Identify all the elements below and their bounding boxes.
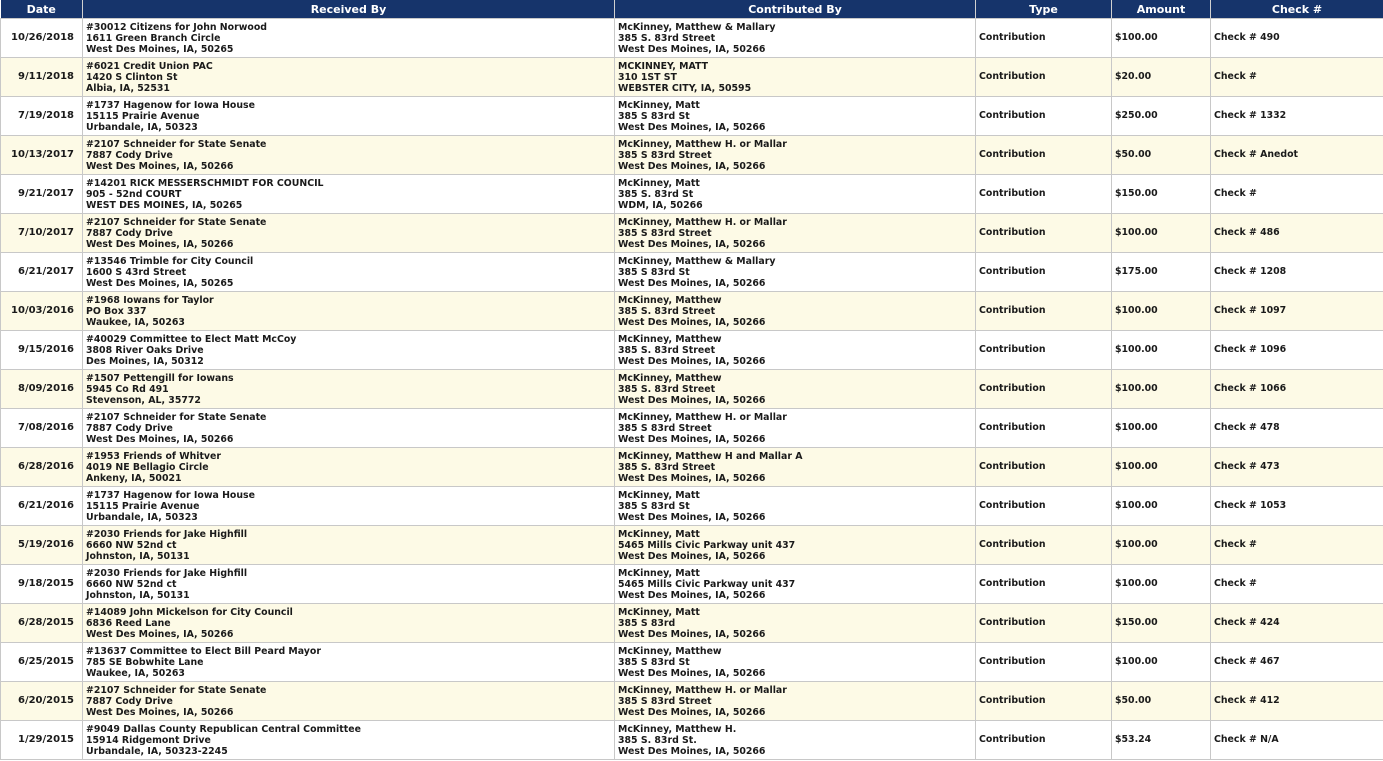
cell-received-by-line: 6660 NW 52nd ct [86, 578, 177, 590]
cell-received-by-line: 6660 NW 52nd ct [86, 539, 177, 551]
header-type[interactable]: Type [976, 0, 1112, 19]
cell-contributed-by [615, 58, 976, 97]
cell-contributed-by-line: West Des Moines, IA, 50266 [618, 590, 766, 602]
cell-contributed-by-line: West Des Moines, IA, 50266 [618, 473, 766, 485]
cell-type: Contribution [976, 565, 1112, 604]
cell-received-by-line: Albia, IA, 52531 [86, 83, 170, 95]
cell-contributed-by-line: 385 S 83rd St [618, 500, 690, 512]
cell-check: Check # 467 [1211, 643, 1383, 682]
cell-contributed-by-line: McKinney, Matthew H and Mallar A [618, 450, 803, 462]
cell-contributed-by-line: 5465 Mills Civic Parkway unit 437 [618, 578, 796, 590]
cell-contributed-by-line: West Des Moines, IA, 50266 [618, 395, 766, 407]
cell-received-by [83, 292, 615, 331]
cell-date: 6/20/2015 [1, 682, 83, 721]
cell-contributed-by [615, 214, 976, 253]
cell-check: Check # 412 [1211, 682, 1383, 721]
cell-type: Contribution [976, 643, 1112, 682]
cell-received-by-line: 7887 Cody Drive [86, 695, 173, 707]
cell-amount: $20.00 [1112, 58, 1211, 97]
cell-contributed-by-line: 385 S 83rd Street [618, 149, 712, 161]
cell-received-by-line: Urbandale, IA, 50323 [86, 122, 198, 134]
header-date[interactable]: Date [1, 0, 83, 19]
cell-received-by-line: #2107 Schneider for State Senate [86, 411, 267, 423]
table-row [1, 136, 1383, 175]
cell-received-by-line: Johnston, IA, 50131 [86, 590, 190, 602]
cell-received-by-line: Urbandale, IA, 50323 [86, 512, 198, 524]
cell-date: 9/15/2016 [1, 331, 83, 370]
cell-contributed-by-line: McKinney, Matt [618, 567, 700, 579]
cell-date: 7/10/2017 [1, 214, 83, 253]
header-received-by[interactable]: Received By [83, 0, 615, 19]
cell-date: 10/13/2017 [1, 136, 83, 175]
cell-contributed-by [615, 604, 976, 643]
cell-date: 8/09/2016 [1, 370, 83, 409]
cell-received-by-line: 5945 Co Rd 491 [86, 383, 169, 395]
cell-type: Contribution [976, 331, 1112, 370]
cell-received-by-line: Des Moines, IA, 50312 [86, 356, 204, 368]
cell-received-by-line: PO Box 337 [86, 305, 147, 317]
cell-received-by-line: 4019 NE Bellagio Circle [86, 461, 209, 473]
cell-date: 5/19/2016 [1, 526, 83, 565]
cell-check: Check # [1211, 526, 1383, 565]
cell-received-by [83, 526, 615, 565]
cell-received-by-line: 1420 S Clinton St [86, 71, 178, 83]
cell-received-by [83, 175, 615, 214]
cell-received-by [83, 487, 615, 526]
cell-contributed-by [615, 565, 976, 604]
cell-contributed-by-line: McKinney, Matthew [618, 333, 722, 345]
cell-type: Contribution [976, 19, 1112, 58]
cell-received-by [83, 448, 615, 487]
cell-contributed-by-line: 385 S 83rd St [618, 110, 690, 122]
cell-type: Contribution [976, 136, 1112, 175]
cell-received-by-line: #9049 Dallas County Republican Central Committee [86, 723, 361, 735]
cell-contributed-by-line: West Des Moines, IA, 50266 [618, 434, 766, 446]
cell-contributed-by [615, 253, 976, 292]
cell-check: Check # 1208 [1211, 253, 1383, 292]
cell-contributed-by-line: McKinney, Matthew [618, 645, 722, 657]
cell-date: 6/21/2016 [1, 487, 83, 526]
cell-check: Check # Anedot [1211, 136, 1383, 175]
cell-contributed-by-line: McKinney, Matt [618, 606, 700, 618]
cell-amount: $50.00 [1112, 136, 1211, 175]
header-amount[interactable]: Amount [1112, 0, 1211, 19]
cell-type: Contribution [976, 97, 1112, 136]
cell-check: Check # 1097 [1211, 292, 1383, 331]
cell-contributed-by [615, 487, 976, 526]
cell-received-by [83, 331, 615, 370]
header-row [1, 0, 1383, 19]
table-row [1, 487, 1383, 526]
cell-check: Check # 424 [1211, 604, 1383, 643]
cell-type: Contribution [976, 487, 1112, 526]
table-row [1, 565, 1383, 604]
cell-contributed-by [615, 370, 976, 409]
cell-type: Contribution [976, 682, 1112, 721]
cell-received-by-line: #6021 Credit Union PAC [86, 60, 213, 72]
cell-date: 7/19/2018 [1, 97, 83, 136]
cell-received-by-line: #1968 Iowans for Taylor [86, 294, 214, 306]
cell-contributed-by-line: West Des Moines, IA, 50266 [618, 239, 766, 251]
cell-contributed-by-line: West Des Moines, IA, 50266 [618, 746, 766, 758]
cell-received-by-line: Ankeny, IA, 50021 [86, 473, 182, 485]
cell-received-by [83, 643, 615, 682]
cell-received-by [83, 19, 615, 58]
cell-received-by [83, 721, 615, 760]
cell-check: Check # 478 [1211, 409, 1383, 448]
cell-contributed-by [615, 643, 976, 682]
cell-contributed-by-line: West Des Moines, IA, 50266 [618, 551, 766, 563]
cell-received-by-line: #2107 Schneider for State Senate [86, 684, 267, 696]
table-row [1, 97, 1383, 136]
cell-received-by-line: West Des Moines, IA, 50266 [86, 434, 234, 446]
cell-received-by-line: West Des Moines, IA, 50266 [86, 707, 234, 719]
table-row [1, 214, 1383, 253]
cell-contributed-by-line: West Des Moines, IA, 50266 [618, 44, 766, 56]
cell-received-by-line: 7887 Cody Drive [86, 227, 173, 239]
header-contributed-by[interactable]: Contributed By [615, 0, 976, 19]
table-row [1, 604, 1383, 643]
cell-type: Contribution [976, 58, 1112, 97]
cell-contributed-by-line: McKinney, Matthew & Mallary [618, 255, 776, 267]
cell-contributed-by-line: WEBSTER CITY, IA, 50595 [618, 83, 752, 95]
cell-received-by-line: Stevenson, AL, 35772 [86, 395, 201, 407]
cell-check: Check # N/A [1211, 721, 1383, 760]
cell-received-by [83, 604, 615, 643]
cell-received-by-line: 1600 S 43rd Street [86, 266, 187, 278]
cell-date: 6/21/2017 [1, 253, 83, 292]
cell-contributed-by [615, 448, 976, 487]
cell-contributed-by [615, 175, 976, 214]
cell-received-by-line: West Des Moines, IA, 50266 [86, 161, 234, 173]
cell-received-by-line: 15115 Prairie Avenue [86, 500, 200, 512]
cell-contributed-by [615, 136, 976, 175]
cell-contributed-by-line: 385 S. 83rd Street [618, 305, 716, 317]
cell-contributed-by-line: 385 S. 83rd Street [618, 383, 716, 395]
table-row [1, 292, 1383, 331]
cell-amount: $100.00 [1112, 370, 1211, 409]
cell-date: 6/25/2015 [1, 643, 83, 682]
cell-date: 10/26/2018 [1, 19, 83, 58]
cell-contributed-by-line: 385 S 83rd St [618, 266, 690, 278]
table-row [1, 58, 1383, 97]
cell-received-by-line: Waukee, IA, 50263 [86, 317, 185, 329]
cell-received-by-line: #1507 Pettengill for Iowans [86, 372, 234, 384]
cell-contributed-by-line: McKinney, Matthew H. or Mallar [618, 138, 787, 150]
cell-check: Check # [1211, 565, 1383, 604]
cell-received-by-line: #1737 Hagenow for Iowa House [86, 489, 255, 501]
cell-amount: $100.00 [1112, 448, 1211, 487]
table-body [1, 19, 1383, 760]
cell-date: 9/11/2018 [1, 58, 83, 97]
cell-contributed-by-line: WDM, IA, 50266 [618, 200, 703, 212]
cell-amount: $100.00 [1112, 526, 1211, 565]
cell-contributed-by-line: West Des Moines, IA, 50266 [618, 317, 766, 329]
cell-check: Check # 473 [1211, 448, 1383, 487]
cell-received-by [83, 136, 615, 175]
cell-check: Check # 1332 [1211, 97, 1383, 136]
cell-contributed-by-line: McKinney, Matthew H. or Mallar [618, 216, 787, 228]
cell-contributed-by-line: 5465 Mills Civic Parkway unit 437 [618, 539, 796, 551]
cell-type: Contribution [976, 214, 1112, 253]
cell-check: Check # 1053 [1211, 487, 1383, 526]
cell-contributed-by [615, 292, 976, 331]
cell-date: 9/21/2017 [1, 175, 83, 214]
cell-received-by-line: West Des Moines, IA, 50266 [86, 239, 234, 251]
cell-received-by-line: #13637 Committee to Elect Bill Peard Mayor [86, 645, 321, 657]
cell-received-by-line: Johnston, IA, 50131 [86, 551, 190, 563]
cell-received-by-line: #40029 Committee to Elect Matt McCoy [86, 333, 297, 345]
cell-received-by [83, 565, 615, 604]
cell-date: 10/03/2016 [1, 292, 83, 331]
cell-received-by-line: #14089 John Mickelson for City Council [86, 606, 293, 618]
cell-received-by-line: West Des Moines, IA, 50265 [86, 278, 234, 290]
cell-contributed-by-line: West Des Moines, IA, 50266 [618, 707, 766, 719]
cell-received-by-line: #2030 Friends for Jake Highfill [86, 528, 248, 540]
cell-received-by-line: #1737 Hagenow for Iowa House [86, 99, 255, 111]
table-row [1, 682, 1383, 721]
cell-amount: $100.00 [1112, 643, 1211, 682]
cell-amount: $175.00 [1112, 253, 1211, 292]
cell-received-by-line: West Des Moines, IA, 50265 [86, 44, 234, 56]
cell-amount: $100.00 [1112, 409, 1211, 448]
cell-received-by-line: 7887 Cody Drive [86, 149, 173, 161]
cell-contributed-by [615, 331, 976, 370]
cell-received-by-line: WEST DES MOINES, IA, 50265 [86, 200, 243, 212]
cell-contributed-by-line: McKinney, Matthew & Mallary [618, 21, 776, 33]
cell-contributed-by-line: McKinney, Matthew H. [618, 723, 737, 735]
cell-contributed-by-line: 310 1ST ST [618, 71, 677, 83]
cell-type: Contribution [976, 253, 1112, 292]
cell-received-by [83, 409, 615, 448]
cell-received-by [83, 370, 615, 409]
cell-contributed-by-line: 385 S 83rd Street [618, 227, 712, 239]
cell-contributed-by [615, 721, 976, 760]
cell-received-by-line: West Des Moines, IA, 50266 [86, 629, 234, 641]
cell-amount: $100.00 [1112, 214, 1211, 253]
cell-type: Contribution [976, 721, 1112, 760]
cell-contributed-by-line: West Des Moines, IA, 50266 [618, 668, 766, 680]
cell-received-by [83, 253, 615, 292]
cell-received-by-line: 7887 Cody Drive [86, 422, 173, 434]
cell-received-by-line: 15914 Ridgemont Drive [86, 734, 211, 746]
cell-contributed-by-line: West Des Moines, IA, 50266 [618, 122, 766, 134]
cell-contributed-by-line: 385 S 83rd [618, 617, 676, 629]
cell-type: Contribution [976, 175, 1112, 214]
table-row [1, 409, 1383, 448]
cell-amount: $100.00 [1112, 565, 1211, 604]
cell-type: Contribution [976, 292, 1112, 331]
cell-check: Check # [1211, 175, 1383, 214]
cell-received-by-line: #1953 Friends of Whitver [86, 450, 222, 462]
cell-contributed-by-line: 385 S. 83rd Street [618, 461, 716, 473]
cell-received-by-line: 3808 River Oaks Drive [86, 344, 204, 356]
cell-contributed-by-line: 385 S. 83rd St. [618, 734, 697, 746]
cell-received-by-line: 905 - 52nd COURT [86, 188, 182, 200]
cell-check: Check # 486 [1211, 214, 1383, 253]
cell-amount: $50.00 [1112, 682, 1211, 721]
cell-contributed-by-line: 385 S. 83rd Street [618, 344, 716, 356]
cell-check: Check # [1211, 58, 1383, 97]
cell-check: Check # 490 [1211, 19, 1383, 58]
table-row [1, 175, 1383, 214]
cell-amount: $100.00 [1112, 19, 1211, 58]
cell-date: 1/29/2015 [1, 721, 83, 760]
cell-received-by [83, 97, 615, 136]
cell-contributed-by-line: West Des Moines, IA, 50266 [618, 356, 766, 368]
cell-contributed-by-line: 385 S 83rd Street [618, 422, 712, 434]
table-row [1, 370, 1383, 409]
cell-contributed-by [615, 682, 976, 721]
cell-amount: $100.00 [1112, 292, 1211, 331]
cell-received-by-line: 6836 Reed Lane [86, 617, 171, 629]
table-row [1, 19, 1383, 58]
cell-type: Contribution [976, 526, 1112, 565]
cell-contributed-by-line: McKinney, Matt [618, 99, 700, 111]
cell-date: 6/28/2016 [1, 448, 83, 487]
cell-contributed-by-line: West Des Moines, IA, 50266 [618, 278, 766, 290]
cell-contributed-by-line: McKinney, Matthew [618, 294, 722, 306]
cell-contributed-by-line: McKinney, Matt [618, 489, 700, 501]
cell-contributed-by-line: West Des Moines, IA, 50266 [618, 629, 766, 641]
table-row [1, 526, 1383, 565]
table-row [1, 721, 1383, 760]
cell-received-by-line: #2107 Schneider for State Senate [86, 138, 267, 150]
cell-date: 6/28/2015 [1, 604, 83, 643]
cell-contributed-by-line: West Des Moines, IA, 50266 [618, 512, 766, 524]
table-row [1, 643, 1383, 682]
cell-received-by-line: 15115 Prairie Avenue [86, 110, 200, 122]
cell-received-by-line: #2107 Schneider for State Senate [86, 216, 267, 228]
cell-contributed-by-line: 385 S 83rd Street [618, 695, 712, 707]
cell-date: 7/08/2016 [1, 409, 83, 448]
cell-received-by-line: #13546 Trimble for City Council [86, 255, 254, 267]
cell-received-by-line: Waukee, IA, 50263 [86, 668, 185, 680]
cell-contributed-by-line: McKinney, Matthew H. or Mallar [618, 411, 787, 423]
cell-type: Contribution [976, 370, 1112, 409]
cell-check: Check # 1096 [1211, 331, 1383, 370]
cell-contributed-by-line: 385 S. 83rd St [618, 188, 694, 200]
header-check[interactable]: Check # [1211, 0, 1383, 19]
cell-received-by-line: Urbandale, IA, 50323-2245 [86, 746, 228, 758]
table-row [1, 253, 1383, 292]
cell-contributed-by-line: MCKINNEY, MATT [618, 60, 708, 72]
cell-amount: $150.00 [1112, 604, 1211, 643]
cell-contributed-by-line: West Des Moines, IA, 50266 [618, 161, 766, 173]
table-row [1, 448, 1383, 487]
cell-amount: $53.24 [1112, 721, 1211, 760]
cell-received-by [83, 214, 615, 253]
cell-amount: $150.00 [1112, 175, 1211, 214]
cell-contributed-by-line: 385 S 83rd St [618, 656, 690, 668]
cell-contributed-by [615, 526, 976, 565]
cell-date: 9/18/2015 [1, 565, 83, 604]
cell-contributed-by-line: McKinney, Matthew H. or Mallar [618, 684, 787, 696]
cell-check: Check # 1066 [1211, 370, 1383, 409]
cell-contributed-by-line: McKinney, Matt [618, 528, 700, 540]
table-row [1, 331, 1383, 370]
cell-contributed-by [615, 409, 976, 448]
cell-contributed-by-line: 385 S. 83rd Street [618, 32, 716, 44]
cell-received-by-line: #2030 Friends for Jake Highfill [86, 567, 248, 579]
cell-type: Contribution [976, 604, 1112, 643]
cell-received-by-line: #14201 RICK MESSERSCHMIDT FOR COUNCIL [86, 177, 324, 189]
cell-contributed-by [615, 19, 976, 58]
cell-received-by-line: 785 SE Bobwhite Lane [86, 656, 204, 668]
cell-contributed-by-line: McKinney, Matthew [618, 372, 722, 384]
cell-type: Contribution [976, 409, 1112, 448]
cell-received-by [83, 58, 615, 97]
cell-received-by-line: #30012 Citizens for John Norwood [86, 21, 267, 33]
cell-received-by-line: 1611 Green Branch Circle [86, 32, 221, 44]
cell-contributed-by [615, 97, 976, 136]
cell-type: Contribution [976, 448, 1112, 487]
cell-received-by [83, 682, 615, 721]
cell-amount: $250.00 [1112, 97, 1211, 136]
cell-contributed-by-line: McKinney, Matt [618, 177, 700, 189]
cell-amount: $100.00 [1112, 331, 1211, 370]
cell-amount: $100.00 [1112, 487, 1211, 526]
